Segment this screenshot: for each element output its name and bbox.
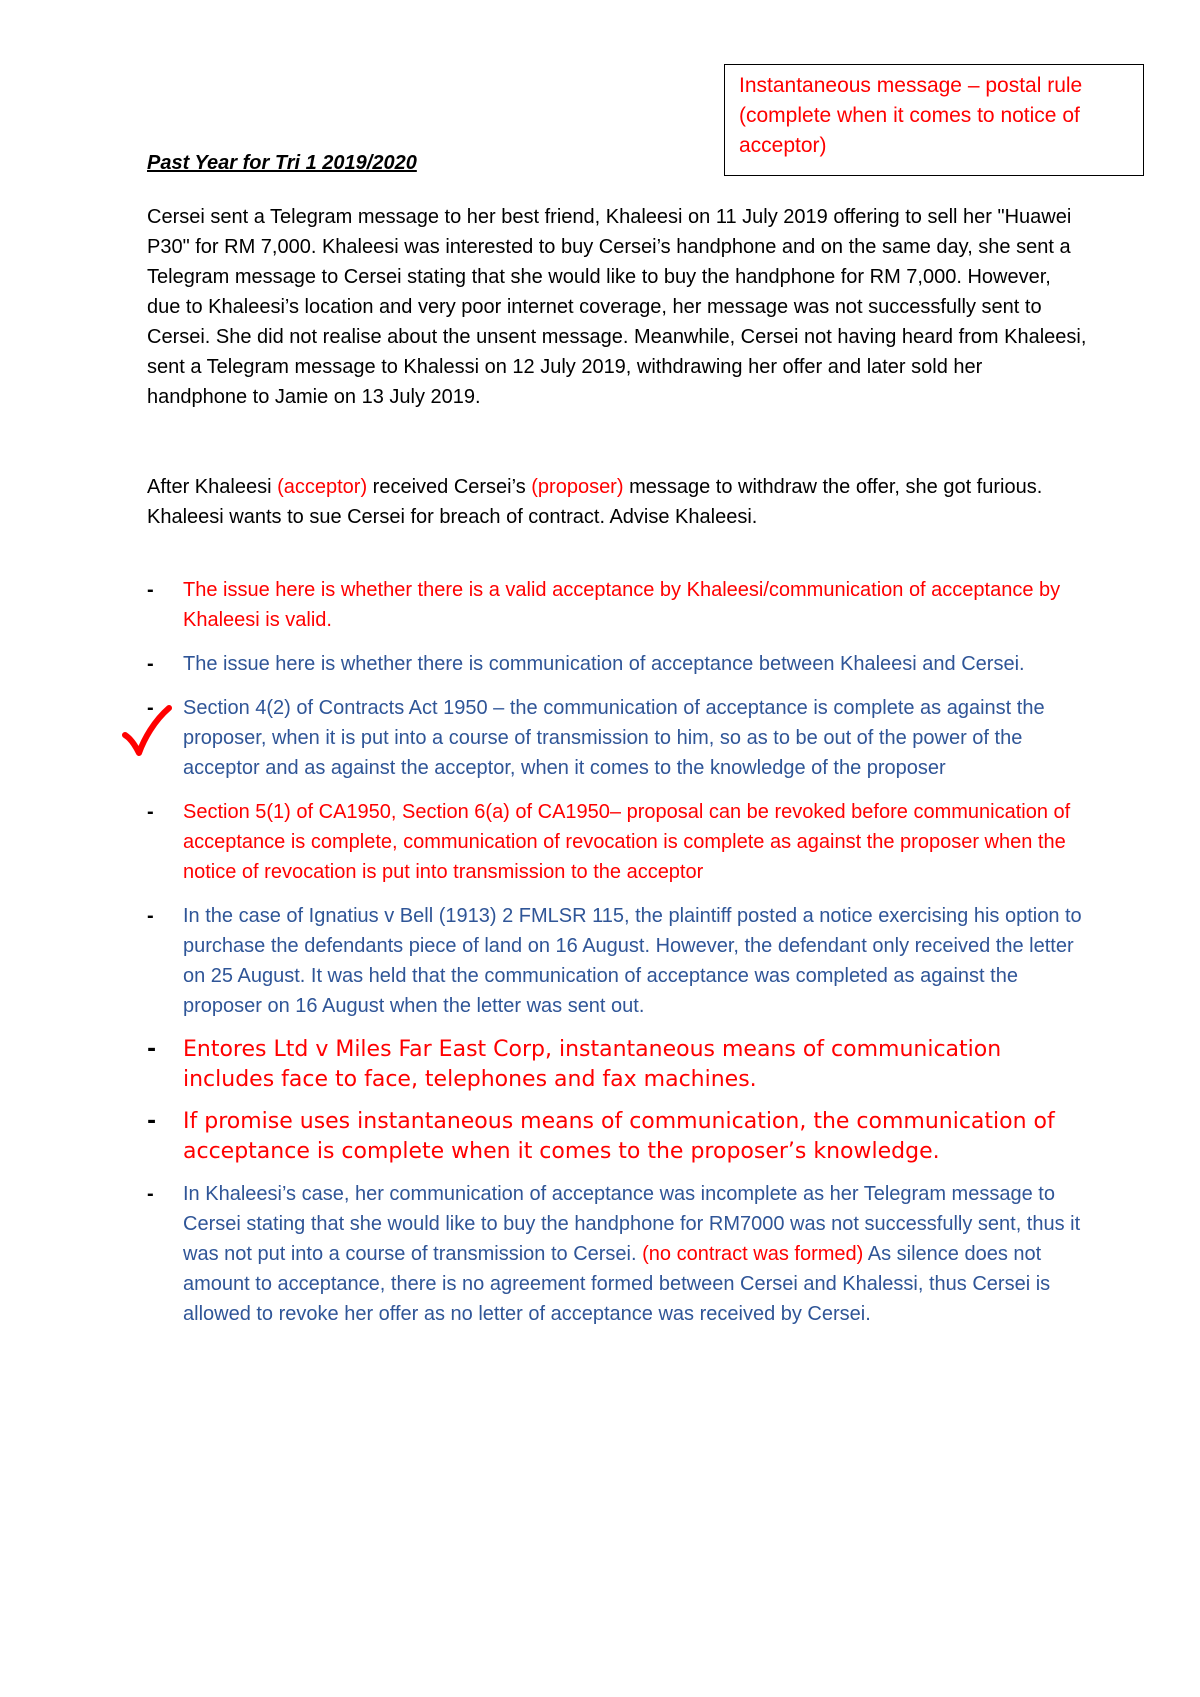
bullet-dash: - <box>147 801 154 823</box>
bullet-dash: - <box>147 579 154 601</box>
question-paragraph-2 <box>147 472 1087 532</box>
bullet-dash: - <box>147 905 154 927</box>
bullet-text: If promise uses instantaneous means of communication, the communication of acceptance is complete when it comes to the proposer’s knowledge. <box>183 1109 1055 1164</box>
list-item <box>147 1179 1087 1329</box>
no-contract-annotation: (no contract was formed) <box>642 1243 864 1265</box>
question-text-segment: received Cersei’s <box>367 476 532 498</box>
bullet-dash: - <box>147 653 154 675</box>
list-item <box>147 649 1087 679</box>
document-heading: Past Year for Tri 1 2019/2020 <box>147 152 417 174</box>
list-item <box>147 1107 1087 1167</box>
bullet-dash: - <box>147 1183 154 1205</box>
bullet-text: Entores Ltd v Miles Far East Corp, instantaneous means of communication includes face to face, telephones and fax machines. <box>183 1037 1002 1092</box>
conclusion-text-segment: In Khaleesi’s case, her communication of acceptance was incomplete as her Telegram message to Cersei stating that she would like to buy the handphone for RM7000 was not successfully sent, thus it was not put into a course of transmission to Cersei. <box>183 1183 1081 1265</box>
bullet-text: Section 4(2) of Contracts Act 1950 – the communication of acceptance is complete as against the proposer, when it is put into a course of transmission to him, so as to be out of the power of the acceptor and as against the acceptor, when it comes to the knowledge of the proposer <box>183 697 1045 779</box>
bullet-dash: - <box>147 1037 157 1062</box>
annotation-note-text: Instantaneous message – postal rule (complete when it comes to notice of acceptor) <box>739 74 1083 157</box>
conclusion-text-segment: As silence does not amount to acceptance, there is no agreement formed between Cersei and Khalessi, thus Cersei is allowed to revoke her offer as no letter of acceptance was received by Cersei. <box>183 1243 1051 1325</box>
answer-bullet-list <box>147 575 1087 1343</box>
list-item <box>147 575 1087 635</box>
bullet-dash: - <box>147 1109 157 1134</box>
bullet-text: The issue here is whether there is a valid acceptance by Khaleesi/communication of acceptance by Khaleesi is valid. <box>183 579 1061 631</box>
list-item <box>147 901 1087 1021</box>
list-item <box>147 797 1087 887</box>
bullet-dash: - <box>147 697 154 719</box>
proposer-annotation: (proposer) <box>531 476 624 498</box>
bullet-text: Section 5(1) of CA1950, Section 6(a) of CA1950– proposal can be revoked before communication of acceptance is complete, communication of revocation is complete as against the proposer when the notice of revocation is put into transmission to the acceptor <box>183 801 1071 883</box>
bullet-text: The issue here is whether there is communication of acceptance between Khaleesi and Cersei. <box>183 653 1025 675</box>
question-paragraph-1: Cersei sent a Telegram message to her best friend, Khaleesi on 11 July 2019 offering to sell her "Huawei P30" for RM 7,000. Khaleesi was interested to buy Cersei’s handphone and on the same day, she sent a Telegram message to Cersei stating that she would like to buy the handphone for RM 7,000. However, due to Khaleesi’s location and very poor internet coverage, her message was not successfully sent to Cersei. She did not realise about the unsent message. Meanwhile, Cersei not having heard from Khaleesi, sent a Telegram message to Khalessi on 12 July 2019, withdrawing her offer and later sold her handphone to Jamie on 13 July 2019. <box>147 206 1087 408</box>
question-text-segment: message to withdraw the offer, she got furious. Khaleesi wants to sue Cersei for breach of contract. Advise Khaleesi. <box>147 476 1043 528</box>
bullet-text: In the case of Ignatius v Bell (1913) 2 FMLSR 115, the plaintiff posted a notice exercising his option to purchase the defendants piece of land on 16 August. However, the defendant only received the letter on 25 August. It was held that the communication of acceptance was completed as against the proposer on 16 August when the letter was sent out. <box>183 905 1082 1017</box>
question-text-segment: After Khaleesi <box>147 476 278 498</box>
annotation-note-box <box>724 64 1144 176</box>
list-item <box>147 693 1087 783</box>
list-item <box>147 1035 1087 1095</box>
acceptor-annotation: (acceptor) <box>277 476 368 498</box>
bullet-text <box>183 1183 1080 1325</box>
